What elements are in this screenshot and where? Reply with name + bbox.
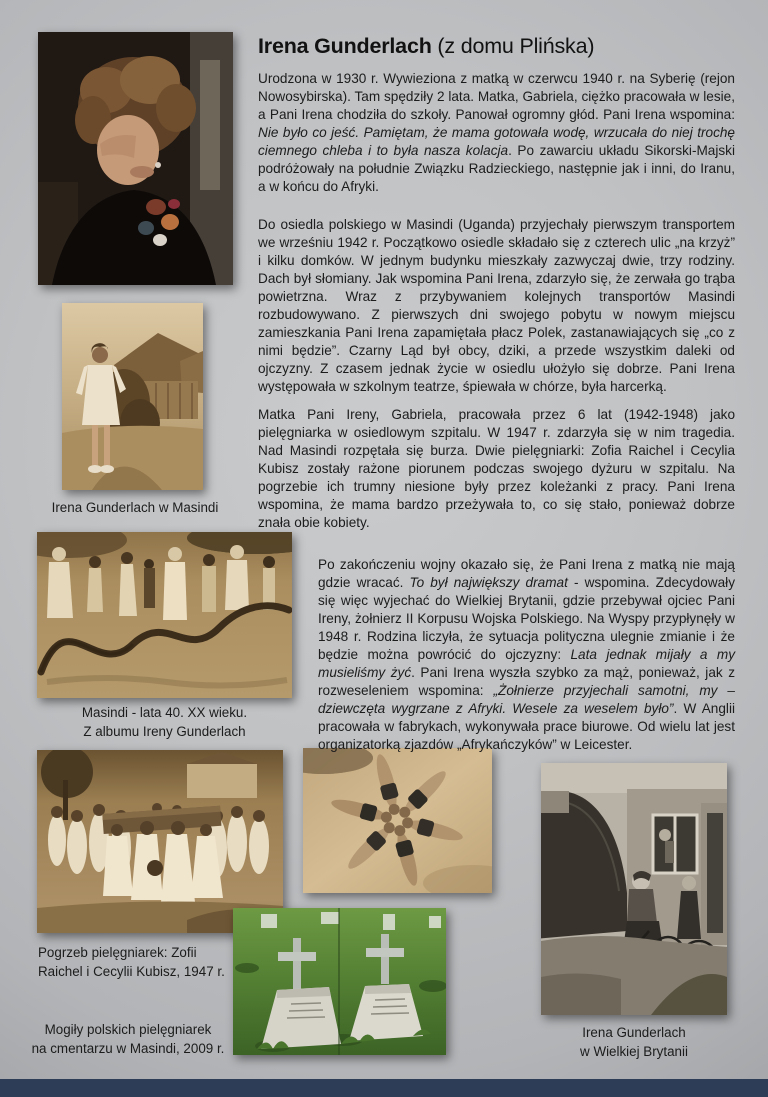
- caption-line: Irena Gunderlach: [582, 1025, 686, 1040]
- caption-uk: [544, 1024, 724, 1061]
- caption-line: na cmentarzu w Masindi, 2009 r.: [31, 1040, 225, 1056]
- caption-line: Z albumu Ireny Gunderlach: [83, 723, 246, 739]
- paragraph-4: Po zakończeniu wojny okazało się, że Pani Irena z matką nie mają gdzie wracać. To był największy dramat - wspomina. Zdecydowały się więc wyjechać do Wielkiej Brytanii, gdzie przebywał ojciec Pani Ireny, żołnierz II Korpusu Wojska Polskiego. Na Wyspy przypłynęły w 1948 r. Rodzina liczyła, że sytuacja polityczna ulegnie zmianie i że będzie można powrócić do ojczyzny: Lata jednak mijały a my musieliśmy żyć. Pani Irena wyszła szybko za mąż, ponieważ, jak z rozweseleniem wspomina: „Żołnierze przyjechali samotni, my – dziewczęta wygrzane z Afryki. Wesele za weselem było”. W Anglii pracowała w fabrykach, wykonywała prace biurowe. Od wielu lat jest organizatorką zjazdów „Afrykańczyków” w Leicester.: [318, 557, 736, 752]
- footer-bar: [0, 1079, 768, 1097]
- paragraph-3: Matka Pani Ireny, Gabriela, pracowała przez 6 lat (1942-1948) jako pielęgniarka w osiedlowym szpitalu. W 1947 r. zdarzyła się w nim tragedia. Nad Masindi rozpętała się burza. Dwie pielęgniarki: Zofia Raichel i Cecylia Kubisz zostały rażone piorunem podczas swojego dyżuru w szpitalu. Na pogrzebie ich trumny niesione były przez koleżanki z pracy. Pani Irena wspomina, że mama bardzo przeżywała to, co się stało, ponieważ dobrze znała obie kobiety.: [258, 407, 735, 530]
- paragraph-2: Do osiedla polskiego w Masindi (Uganda) przyjechały pierwszym transportem we wrześniu 1942 r. Początkowo osiedle składało się z czterech ulic „na krzyż” i kilku domków. W jednym budynku mieszkały zazwyczaj dwie, trzy rodziny. Dach był słomiany. Jak wspomina Pani Irena, zdarzyło się, że zerwała go trąba powietrzna. Wraz z przybywaniem kolejnych transportów Masindi rozbudowywano. Z pierwszych dni swojego pobytu w nowym miejscu zamieszkania Pani Irena zapamiętała płacz Polek, zastanawiających się „co z nimi będzie”. Czarny Ląd był obcy, dziki, a przede wszystkim daleki od ojczyzny. Z czasem jednak życie w osiedlu ułożyło się dobrze. Pani Irena występowała w szkolnym teatrze, śpiewała w chórze, była harcerką.: [258, 217, 735, 394]
- masindi-photo: [62, 303, 203, 490]
- star-photo: [303, 748, 492, 893]
- funeral-photo-art: [37, 750, 283, 933]
- paragraph-1: Urodzona w 1930 r. Wywieziona z matką w czerwcu 1940 r. na Syberię (rejon Nowosybirska). Tam spędziły 2 lata. Matka, Gabriela, ciężko pracowała w lesie, a Pani Irena chodziła do szkoły. Panował ogromny głód. Pani Irena wspomina: Nie było co jeść. Pamiętam, że mama gotowała wodę, wrzucała do niej trochę ciemnego chleba i to była nasza kolacja. Po zawarciu układu Sikorski-Majski podróżowały na południe Związku Radzieckiego, następnie jak i inni, do Iranu, a w końcu do Afryki.: [258, 71, 735, 194]
- bicycle-photo-art: [541, 763, 727, 1015]
- graves-photo: [233, 908, 446, 1055]
- snake-photo-art: [37, 532, 292, 698]
- graves-photo-art: [233, 908, 446, 1055]
- bicycle-photo: [541, 763, 727, 1015]
- caption-line: Pogrzeb pielęgniarek: Zofii: [38, 945, 197, 960]
- caption-line: Masindi - lata 40. XX wieku.: [81, 705, 248, 720]
- caption-masindi-portrait: [40, 499, 230, 518]
- masindi-photo-art: [62, 303, 203, 490]
- title-name: Irena Gunderlach: [258, 34, 432, 58]
- portrait-photo-art: [38, 32, 233, 285]
- portrait-photo: [38, 32, 233, 285]
- star-photo-art: [303, 748, 492, 893]
- funeral-photo: [37, 750, 283, 933]
- page-title: [258, 34, 594, 59]
- title-maiden: (z domu Plińska): [431, 34, 595, 58]
- caption-album: [52, 704, 277, 741]
- caption-line: Raichel i Cecylii Kubisz, 1947 r.: [38, 963, 225, 979]
- snake-photo: [37, 532, 292, 698]
- caption-line: w Wielkiej Brytanii: [580, 1043, 688, 1059]
- caption-line: Irena Gunderlach w Masindi: [51, 500, 219, 515]
- caption-graves: [28, 1021, 228, 1058]
- caption-funeral: [38, 944, 258, 981]
- caption-line: Mogiły polskich pielęgniarek: [44, 1022, 212, 1037]
